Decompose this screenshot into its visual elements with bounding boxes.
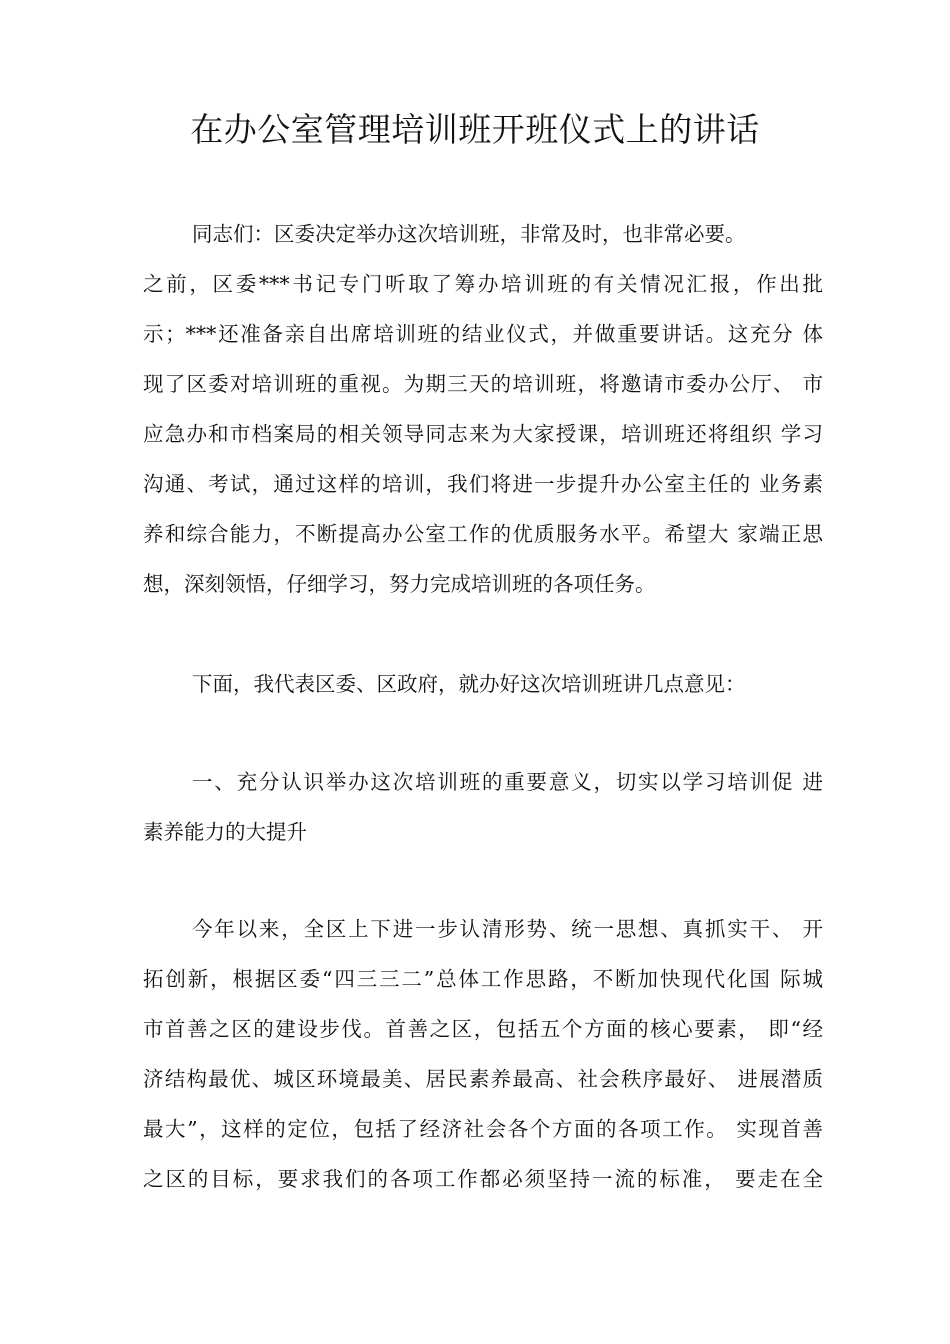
- text-line: 同志们：区委决定举办这次培训班，非常及时，也非常必要。: [192, 222, 746, 246]
- text-line: 下面，我代表区委、区政府，就办好这次培训班讲几点意见：: [192, 672, 746, 696]
- text-line: 最大”，这样的定位，包括了经济社会各个方面的各项工作。 实现首善: [143, 1117, 823, 1141]
- text-line: 示；***还准备亲自出席培训班的结业仪式，并做重要讲话。这充分 体: [143, 322, 823, 346]
- paragraph-body: [143, 904, 823, 1204]
- text-line: 应急办和市档案局的相关领导同志来为大家授课，培训班还将组织 学习: [143, 422, 823, 446]
- text-line: 之区的目标，要求我们的各项工作都必须坚持一流的标准， 要走在全: [143, 1167, 823, 1191]
- paragraph-intro: [143, 659, 823, 709]
- text-line: 养和综合能力，不断提高办公室工作的优质服务水平。希望大 家端正思: [143, 522, 823, 546]
- text-line: 拓创新，根据区委“四三三二”总体工作思路，不断加快现代化国 际城: [143, 967, 823, 991]
- text-line: 沟通、考试，通过这样的培训，我们将进一步提升办公室主任的 业务素: [143, 472, 823, 496]
- text-line: 济结构最优、城区环境最美、居民素养最高、社会秩序最好、 进展潜质: [143, 1067, 823, 1091]
- text-line: 现了区委对培训班的重视。为期三天的培训班，将邀请市委办公厅、 市: [143, 372, 823, 396]
- paragraph-opening: [143, 209, 823, 609]
- document-title: 在办公室管理培训班开班仪式上的讲话: [190, 110, 760, 149]
- text-line: 想，深刻领悟，仔细学习，努力完成培训班的各项任务。: [143, 572, 656, 596]
- text-line: 之前，区委***书记专门听取了筹办培训班的有关情况汇报，作出批: [143, 272, 823, 296]
- text-line: 今年以来，全区上下进一步认清形势、统一思想、真抓实干、 开: [192, 917, 823, 941]
- text-line: 素养能力的大提升: [143, 820, 307, 844]
- section-heading-1: [143, 757, 823, 857]
- text-line: 市首善之区的建设步伐。首善之区，包括五个方面的核心要素， 即“经: [143, 1017, 823, 1041]
- text-line: 一、充分认识举办这次培训班的重要意义，切实以学习培训促 进: [192, 770, 823, 794]
